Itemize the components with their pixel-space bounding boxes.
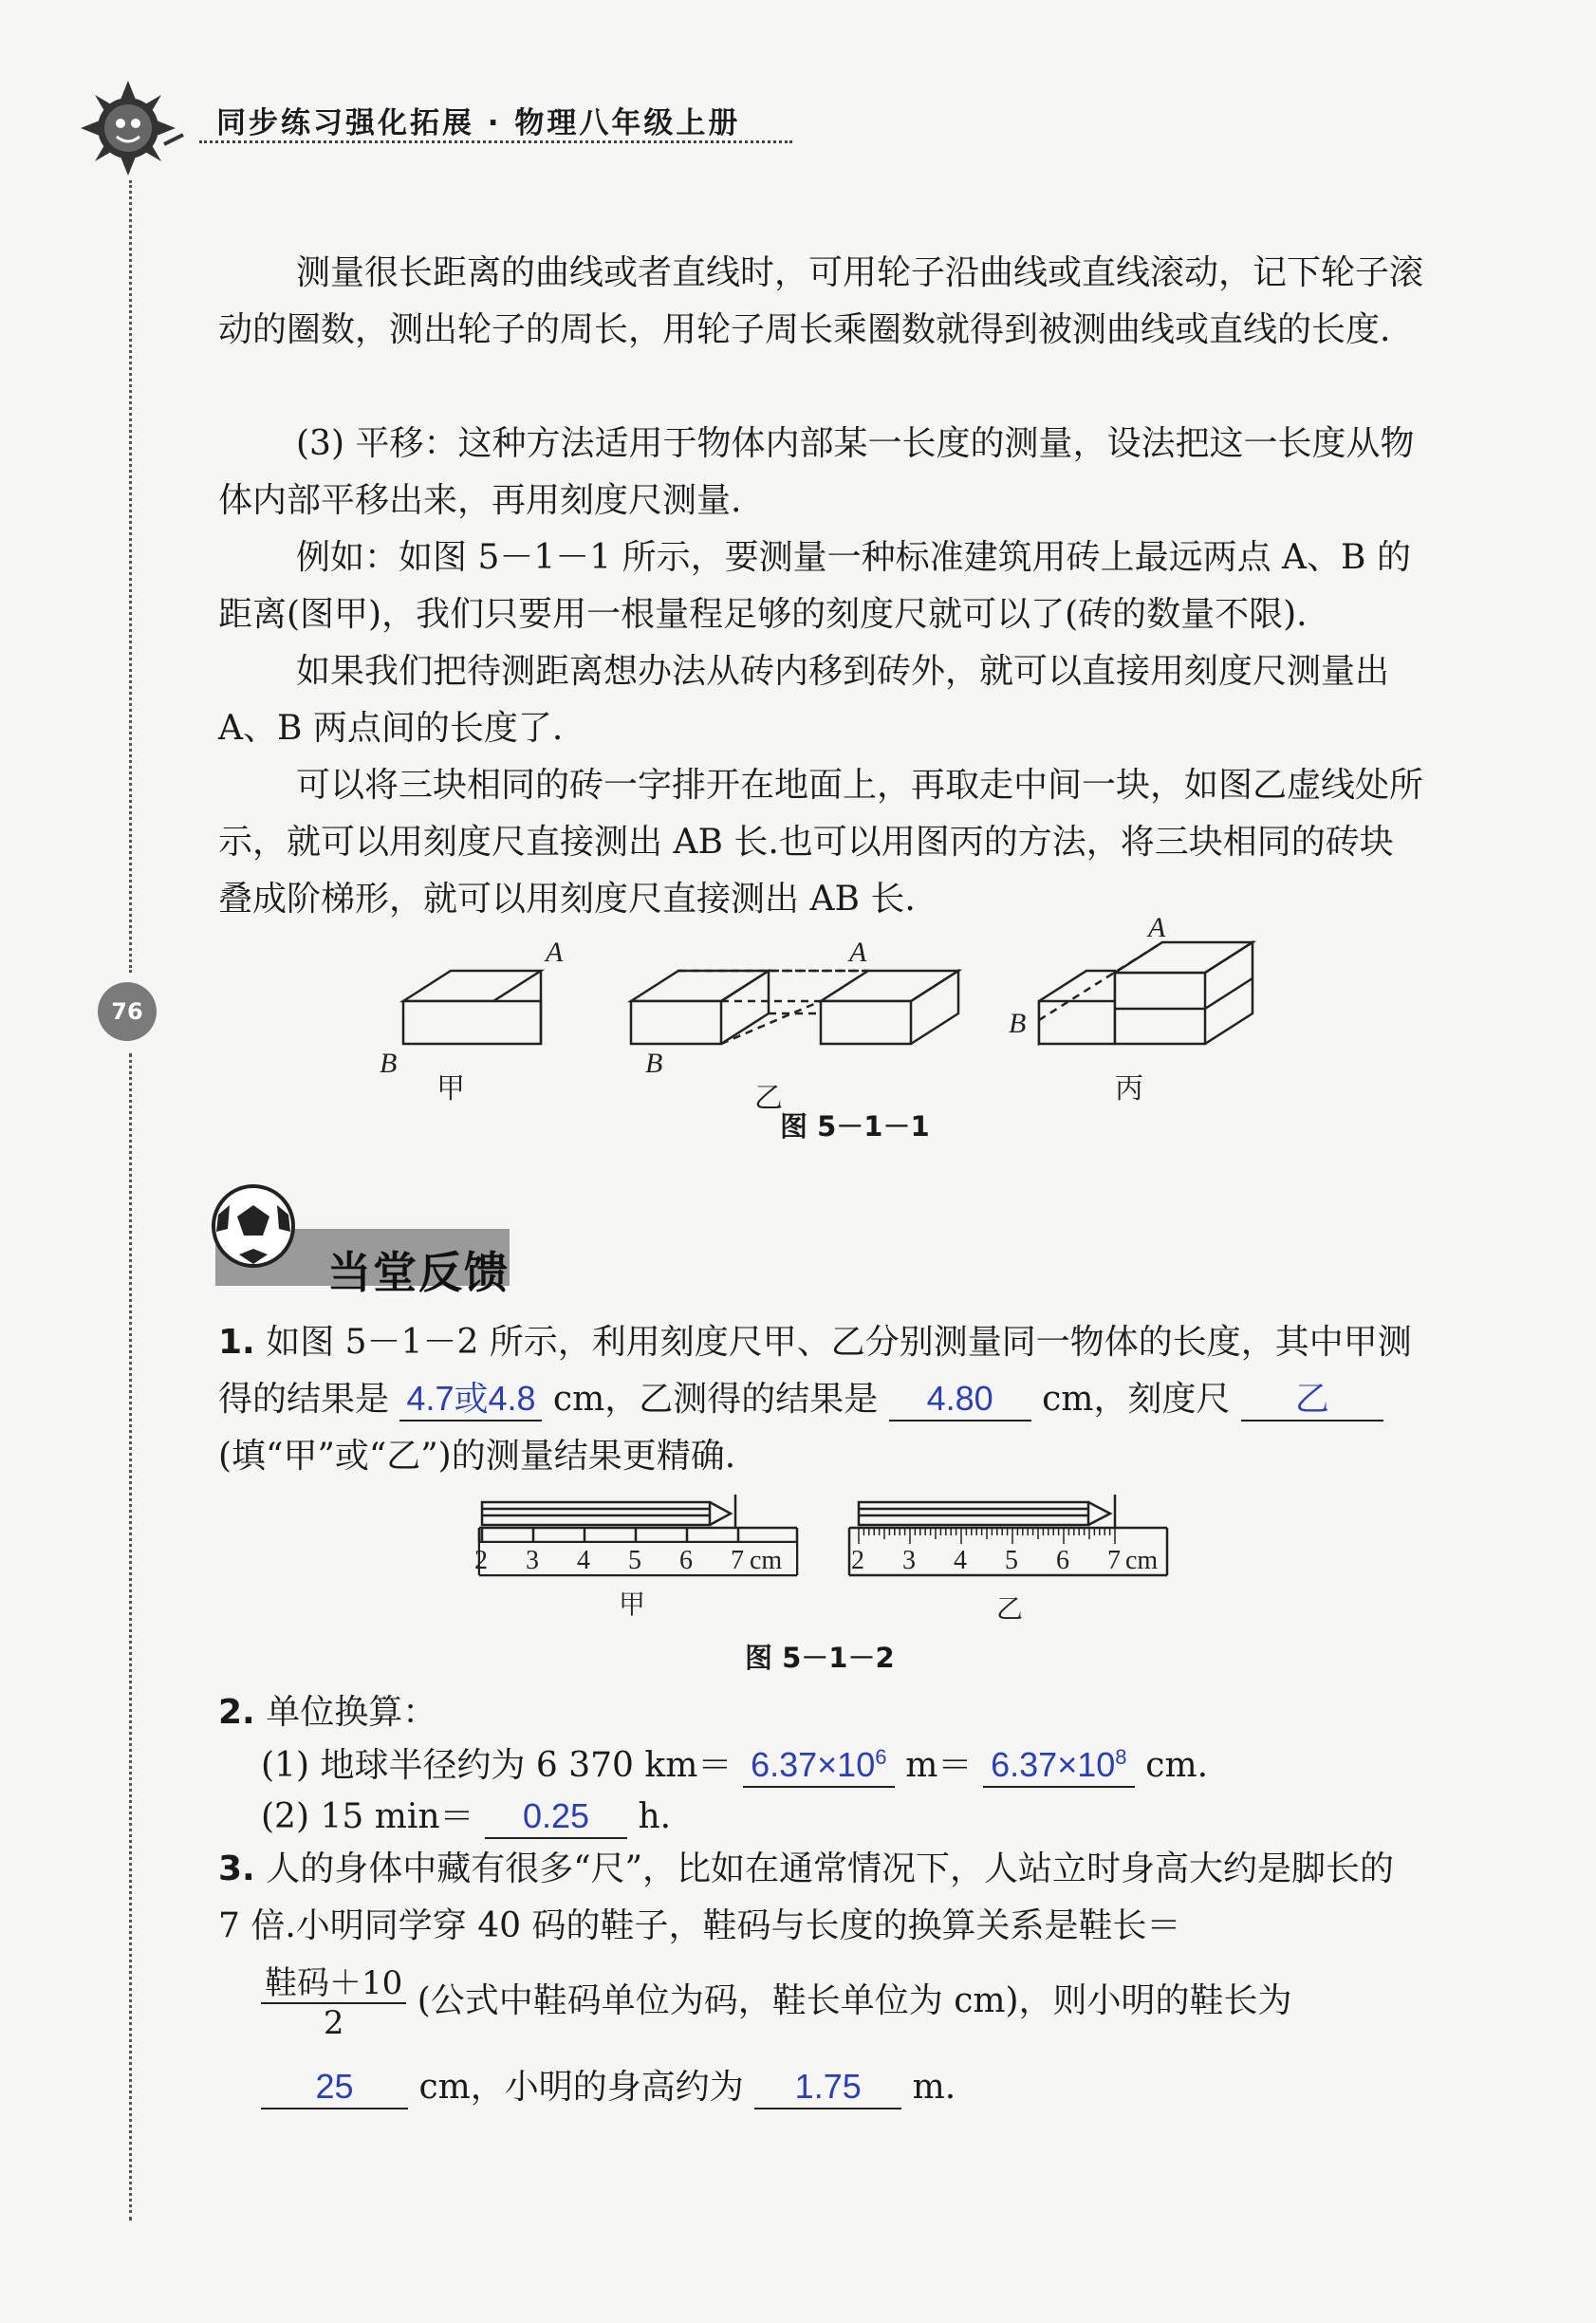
- question-text: m.: [912, 2068, 956, 2107]
- tick-label: 3: [902, 1546, 916, 1575]
- question-text: (1) 地球半径约为 6 370 km＝: [261, 1746, 733, 1785]
- fraction-numerator: 鞋码＋10: [261, 1964, 406, 2004]
- question-number: 3.: [218, 1849, 255, 1888]
- paragraph-2: (3) 平移：这种方法适用于物体内部某一长度的测量，设法把这一长度从物体内部平移出来，再用刻度尺测量.: [218, 424, 1415, 520]
- figure-2-caption: 图 5－1－2: [745, 1642, 895, 1674]
- header-title: 同步练习强化拓展 · 物理八年级上册: [216, 106, 741, 140]
- question-3: [218, 1841, 1425, 1955]
- question-3-answers: [261, 2059, 1425, 2116]
- question-text: (2) 15 min＝: [261, 1797, 474, 1836]
- formula-fraction: [261, 1964, 406, 2042]
- question-text: cm，乙测得的结果是: [552, 1380, 879, 1419]
- header-divider: [199, 140, 792, 143]
- label-b: B: [380, 1048, 398, 1079]
- label-a: A: [849, 937, 867, 968]
- fraction-denominator: 2: [323, 2004, 344, 2042]
- sub-label-jia: 甲: [436, 1072, 465, 1106]
- tick-label: 4: [577, 1546, 590, 1575]
- paragraph-4: 如果我们把待测距离想办法从砖内移到砖外，就可以直接用刻度尺测量出 A、B 两点间的长度了.: [218, 652, 1390, 748]
- ruler-label-jia: 甲: [619, 1589, 646, 1620]
- question-text: 人的身体中藏有很多“尺”，比如在通常情况下，人站立时身高大约是脚长的 7 倍.小明同学穿 40 码的鞋子，鞋码与长度的换算关系是鞋长＝: [218, 1849, 1394, 1945]
- label-b: B: [645, 1048, 663, 1079]
- question-2-sub-2: [261, 1789, 1400, 1846]
- question-text: m＝: [905, 1746, 973, 1785]
- tick-label: 3: [526, 1546, 539, 1575]
- margin-divider: [129, 180, 132, 973]
- question-text: 如图 5－1－2 所示，利用刻度尺甲、乙分别测量同一物体的长度，其中甲测得的结果是: [218, 1323, 1412, 1419]
- question-text: cm，刻度尺: [1042, 1380, 1231, 1419]
- answer-blank[interactable]: $6.37\times 10^6$: [743, 1737, 895, 1788]
- tick-label: 5: [1005, 1546, 1018, 1575]
- question-number: 1.: [218, 1323, 255, 1362]
- margin-divider: [129, 1053, 132, 2221]
- tick-label: 5: [628, 1546, 641, 1575]
- label-a: A: [1148, 912, 1166, 943]
- tick-label: 2: [851, 1546, 864, 1575]
- sub-label-yi: 乙: [754, 1082, 783, 1115]
- figure-brick-diagram: [375, 912, 1362, 1115]
- label-a: A: [546, 937, 564, 968]
- answer-blank[interactable]: $6.37\times 10^8$: [983, 1737, 1135, 1788]
- sun-mascot-icon: [81, 76, 185, 180]
- tick-label: 7: [731, 1546, 744, 1575]
- sub-label-bing: 丙: [1115, 1072, 1143, 1106]
- ruler-label-yi: 乙: [996, 1593, 1024, 1625]
- tick-label: 6: [679, 1546, 693, 1575]
- question-3-cont: [261, 1960, 1425, 2043]
- question-text: cm，小明的身高约为: [418, 2068, 744, 2107]
- label-b: B: [1009, 1008, 1027, 1039]
- unit-label: cm: [1125, 1546, 1159, 1575]
- paragraph-3: 例如：如图 5－1－1 所示，要测量一种标准建筑用砖上最远两点 A、B 的距离(图甲)，我们只要用一根量程足够的刻度尺就可以了(砖的数量不限).: [218, 538, 1411, 634]
- question-2-sub-1: [261, 1737, 1400, 1794]
- question-text: 单位换算：: [266, 1693, 437, 1732]
- question-text: (填“甲”或“乙”)的测量结果更精确.: [218, 1437, 736, 1476]
- question-1: [218, 1314, 1425, 1485]
- answer-blank[interactable]: 乙: [1241, 1378, 1383, 1422]
- figure-ruler-diagram: [455, 1485, 1196, 1642]
- tick-label: 7: [1107, 1546, 1121, 1575]
- question-text: (公式中鞋码单位为码，鞋长单位为 cm)，则小明的鞋长为: [417, 1981, 1292, 2020]
- unit-label: cm: [750, 1546, 783, 1575]
- page-number: 76: [98, 982, 157, 1041]
- tick-label: 2: [474, 1546, 488, 1575]
- answer-blank[interactable]: 1.75: [754, 2066, 901, 2109]
- figure-1-caption: 图 5－1－1: [780, 1110, 930, 1143]
- answer-blank[interactable]: 4.80: [889, 1378, 1031, 1422]
- tick-label: 4: [954, 1546, 967, 1575]
- answer-blank[interactable]: 0.25: [485, 1795, 627, 1839]
- section-title: 当堂反馈: [327, 1247, 510, 1298]
- paragraph-5: 可以将三块相同的砖一字排开在地面上，再取走中间一块，如图乙虚线处所示，就可以用刻度尺直接测出 AB 长.也可以用图丙的方法，将三块相同的砖块叠成阶梯形，就可以用刻度尺直接测出 AB 长.: [218, 766, 1424, 919]
- paragraph-1: 测量很长距离的曲线或者直线时，可用轮子沿曲线或直线滚动，记下轮子滚动的圈数，测出轮子的周长，用轮子周长乘圈数就得到被测曲线或直线的长度.: [218, 253, 1424, 349]
- tick-label: 6: [1056, 1546, 1069, 1575]
- answer-blank[interactable]: 25: [261, 2066, 408, 2109]
- question-2-title: [218, 1684, 1423, 1741]
- question-number: 2.: [218, 1693, 255, 1732]
- answer-blank[interactable]: 4.7或4.8: [399, 1378, 542, 1422]
- question-text: cm.: [1145, 1746, 1209, 1785]
- question-text: h.: [638, 1797, 672, 1836]
